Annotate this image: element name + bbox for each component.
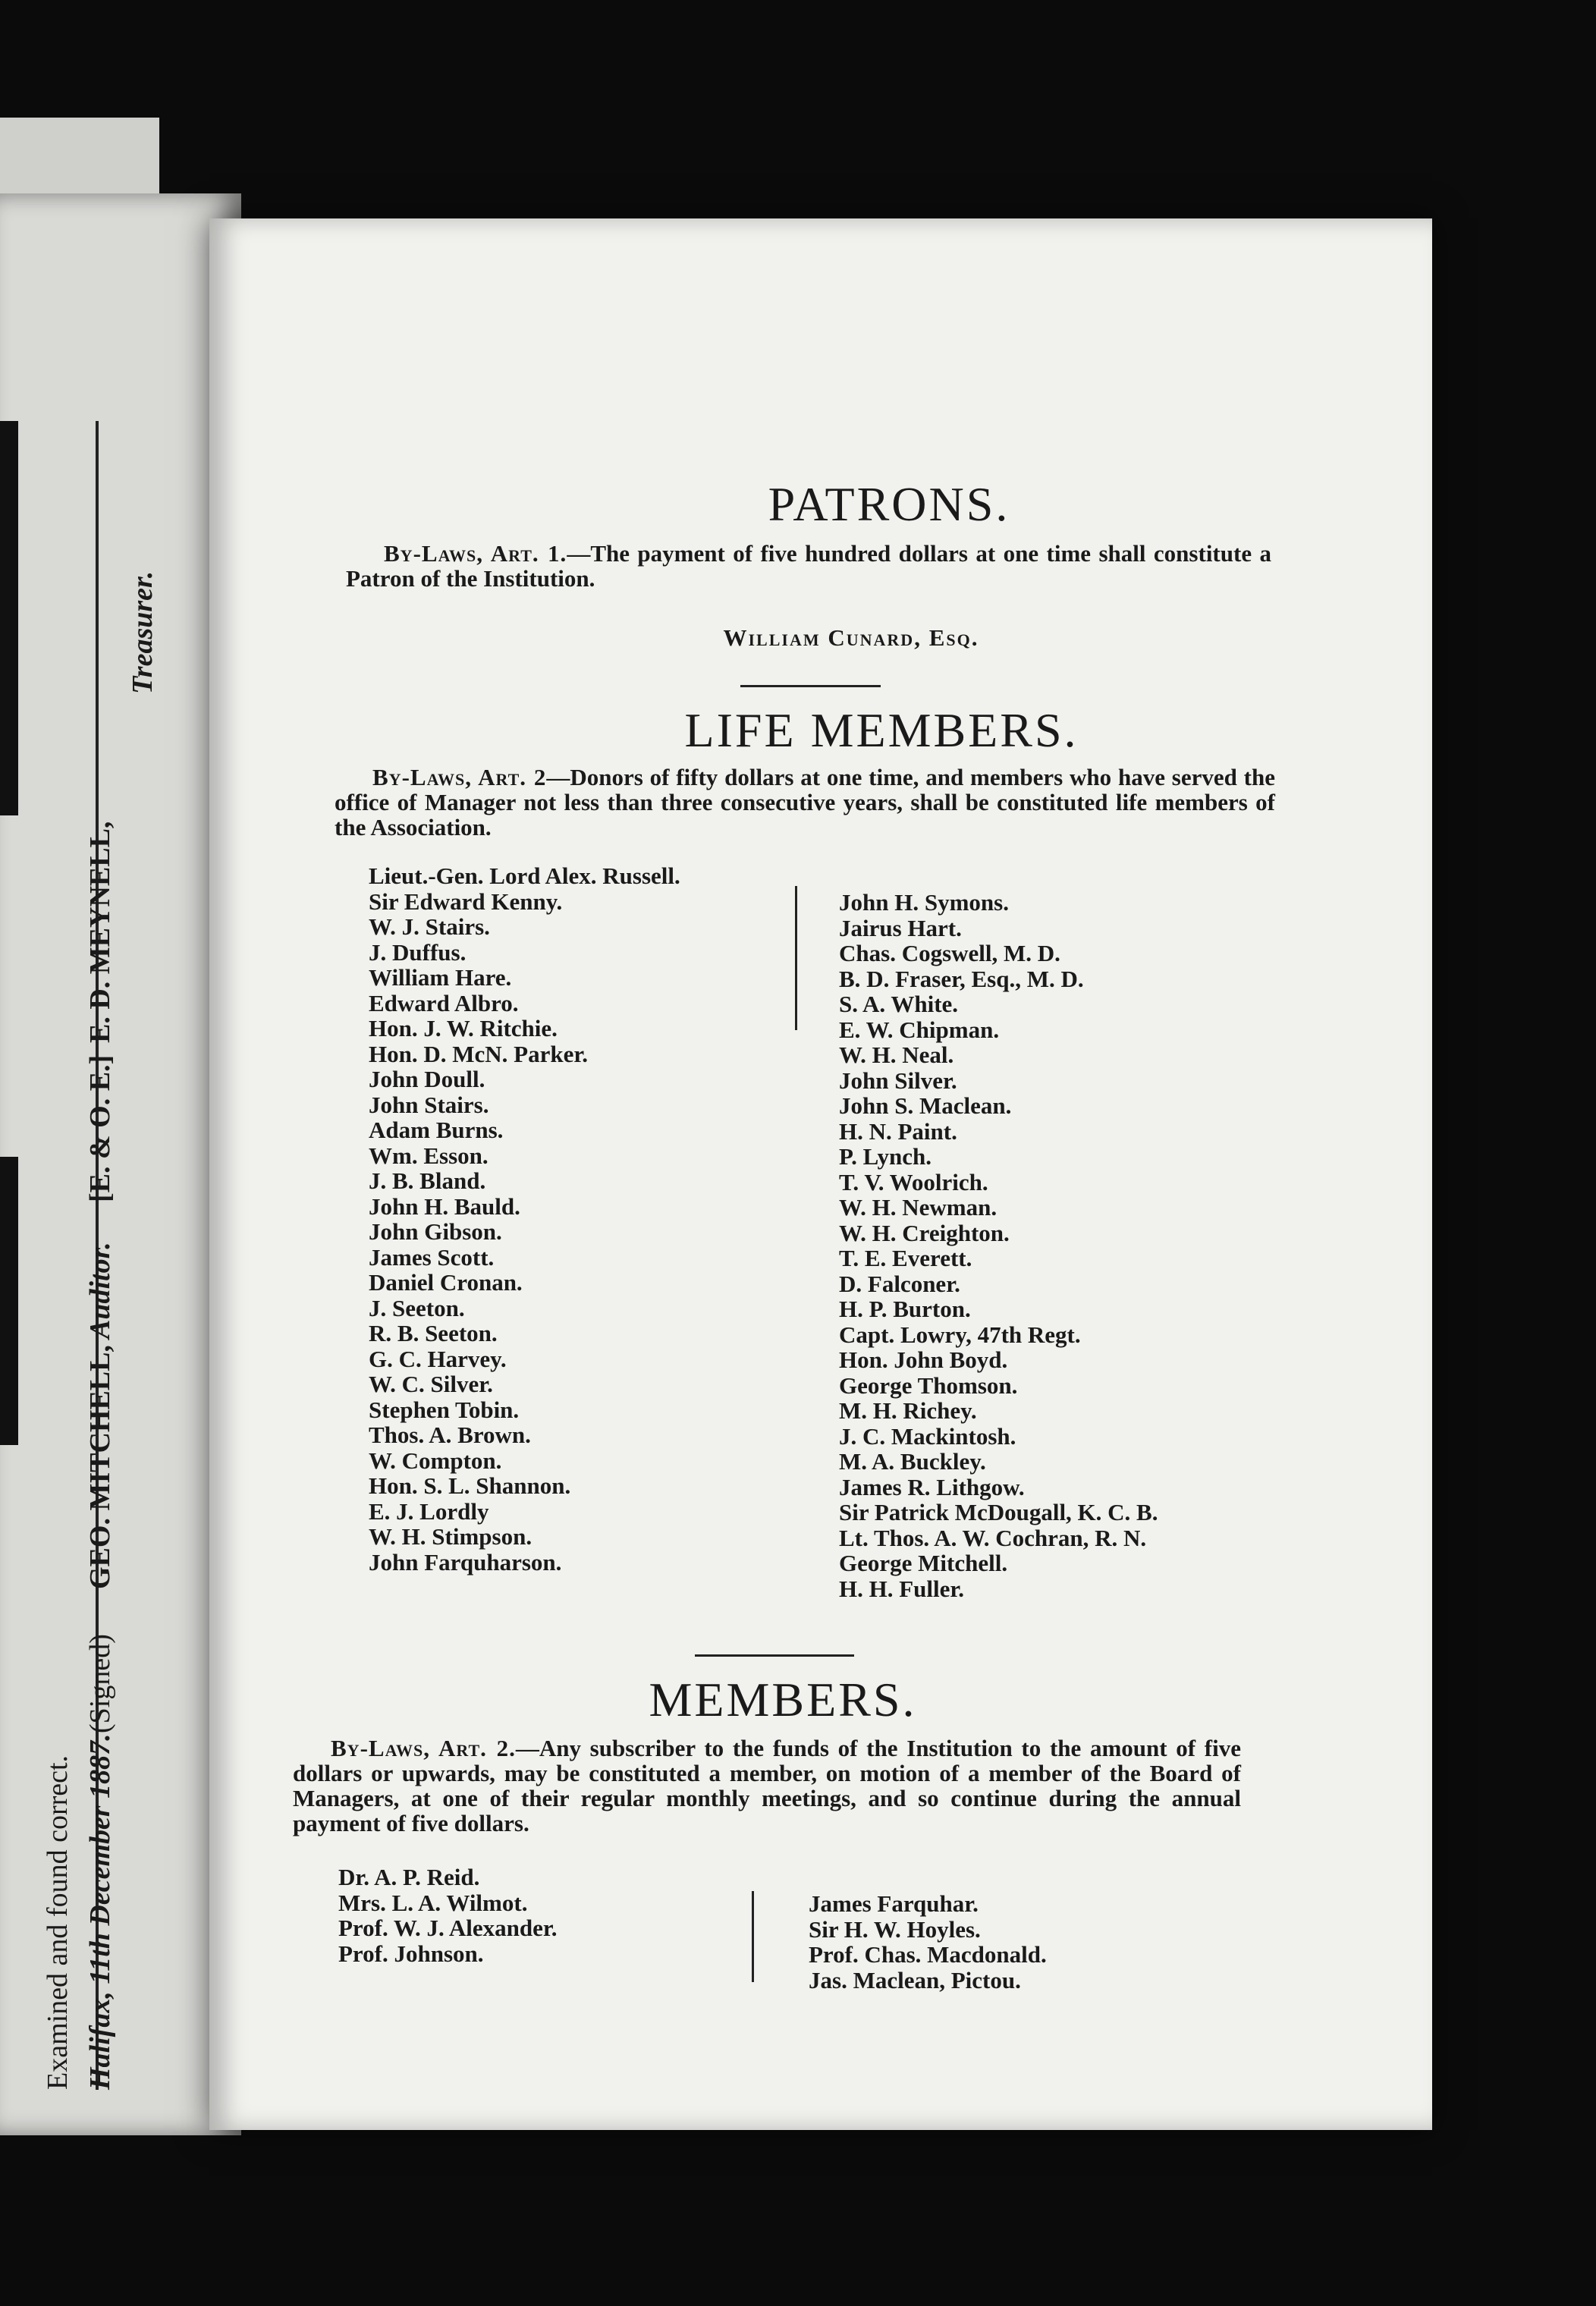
halifax-date: Halifax, 11th December 1887. xyxy=(84,1733,116,2090)
list-item: John Farquharson. xyxy=(369,1548,562,1576)
list-item: E. W. Chipman. xyxy=(839,1016,1000,1043)
list-item: W. H. Neal. xyxy=(839,1041,954,1068)
list-item: Prof. Johnson. xyxy=(338,1940,484,1967)
life-members-divider xyxy=(695,1654,854,1657)
members-right-list xyxy=(809,1891,1047,1993)
members-heading: MEMBERS. xyxy=(649,1673,917,1726)
signed-text: (Signed) xyxy=(84,1634,116,1733)
list-item: John S. Maclean. xyxy=(839,1092,1012,1119)
patrons-heading: PATRONS. xyxy=(768,477,1010,531)
life-members-bylaw-text: —Donors of fifty dollars at one time, and members who have served the office of Manager not less than three consecutive years, shall be constituted life members of the Association. xyxy=(335,764,1275,840)
list-item: B. D. Fraser, Esq., M. D. xyxy=(839,965,1084,992)
life-members-bylaw xyxy=(335,765,1275,840)
list-item: R. B. Seeton. xyxy=(369,1320,498,1346)
list-item: G. C. Harvey. xyxy=(369,1345,507,1372)
list-item: H. H. Fuller. xyxy=(839,1575,965,1602)
list-item: W. H. Stimpson. xyxy=(369,1523,533,1550)
list-item: W. C. Silver. xyxy=(369,1371,493,1397)
list-item: Edward Albro. xyxy=(369,989,519,1016)
list-item: J. C. Mackintosh. xyxy=(839,1422,1016,1450)
list-item: Capt. Lowry, 47th Regt. xyxy=(839,1321,1081,1348)
list-item: T. V. Woolrich. xyxy=(839,1168,988,1195)
list-item: Dr. A. P. Reid. xyxy=(338,1864,480,1890)
list-item: Sir Edward Kenny. xyxy=(369,888,563,915)
list-item: Jas. Maclean, Pictou. xyxy=(809,1966,1021,1993)
list-item: John H. Bauld. xyxy=(369,1192,520,1220)
life-members-heading: LIFE MEMBERS. xyxy=(684,703,1079,757)
list-item: James Farquhar. xyxy=(809,1890,979,1917)
life-members-column-divider xyxy=(795,886,797,1030)
patrons-bylaw xyxy=(346,541,1271,591)
list-item: John Gibson. xyxy=(369,1218,502,1245)
list-item: John Doull. xyxy=(369,1066,485,1092)
list-item: Sir Patrick McDougall, K. C. B. xyxy=(839,1499,1158,1525)
previous-page-tab xyxy=(0,118,159,201)
auditor-name: GEO. MITCHELL, xyxy=(84,1345,116,1589)
examined-text: Examined and found correct. xyxy=(42,1755,74,2090)
list-item: William Hare. xyxy=(369,964,512,991)
eoe-text: [E. & O. E.] xyxy=(84,1054,116,1202)
list-item: E. J. Lordly xyxy=(369,1497,489,1525)
members-bylaw xyxy=(293,1736,1241,1836)
list-item: James Scott. xyxy=(369,1243,495,1271)
life-members-bylaw-label: By-Laws, Art. 2 xyxy=(372,764,547,790)
auditor-title: Auditor. xyxy=(84,1242,116,1339)
list-item: P. Lynch. xyxy=(839,1143,932,1170)
list-item: H. N. Paint. xyxy=(839,1117,957,1145)
treasurer-title: Treasurer. xyxy=(127,570,159,694)
list-item: Prof. Chas. Macdonald. xyxy=(809,1941,1047,1968)
list-item: Lieut.-Gen. Lord Alex. Russell. xyxy=(369,862,680,889)
treasurer-name: E. D. MEYNELL, xyxy=(84,821,116,1043)
list-item: Chas. Cogswell, M. D. xyxy=(839,940,1060,966)
list-item: Thos. A. Brown. xyxy=(369,1422,531,1448)
members-column-divider xyxy=(752,1891,754,1982)
list-item: M. H. Richey. xyxy=(839,1397,977,1424)
list-item: J. Duffus. xyxy=(369,938,467,966)
list-item: M. A. Buckley. xyxy=(839,1448,986,1475)
patrons-divider xyxy=(740,685,881,687)
list-item: Mrs. L. A. Wilmot. xyxy=(338,1889,528,1916)
list-item: W. J. Stairs. xyxy=(369,913,490,940)
previous-page-edge xyxy=(0,193,241,2135)
list-item: Adam Burns. xyxy=(369,1117,504,1143)
left-border-rule xyxy=(0,421,18,815)
list-item: W. Compton. xyxy=(369,1447,502,1474)
list-item: W. H. Newman. xyxy=(839,1194,998,1221)
list-item: Wm. Esson. xyxy=(369,1142,489,1169)
list-item: Hon. D. McN. Parker. xyxy=(369,1040,589,1067)
list-item: George Thomson. xyxy=(839,1371,1018,1399)
list-item: James R. Lithgow. xyxy=(839,1473,1025,1500)
list-item: Stephen Tobin. xyxy=(369,1396,520,1423)
audit-signature-block xyxy=(36,459,218,2090)
list-item: John H. Symons. xyxy=(839,889,1009,916)
list-item: John Stairs. xyxy=(369,1091,489,1118)
list-item: J. Seeton. xyxy=(369,1294,465,1321)
list-item: Hon. S. L. Shannon. xyxy=(369,1472,571,1499)
list-item: Jairus Hart. xyxy=(839,914,962,941)
list-item: S. A. White. xyxy=(839,991,959,1017)
document-page xyxy=(209,218,1432,2130)
patrons-bylaw-text: —The payment of five hundred dollars at one time shall constitute a Patron of the Institution. xyxy=(346,540,1271,592)
members-bylaw-label: By-Laws, Art. 2. xyxy=(331,1735,516,1761)
list-item: Prof. W. J. Alexander. xyxy=(338,1915,558,1941)
list-item: Hon. J. W. Ritchie. xyxy=(369,1015,558,1041)
life-members-right-list xyxy=(839,890,1158,1601)
list-item: D. Falconer. xyxy=(839,1270,960,1297)
list-item: Daniel Cronan. xyxy=(369,1269,523,1296)
life-members-left-list xyxy=(369,863,680,1575)
patrons-bylaw-label: By-Laws, Art. 1. xyxy=(384,540,567,567)
list-item: H. P. Burton. xyxy=(839,1296,971,1322)
list-item: J. B. Bland. xyxy=(369,1167,486,1194)
list-item: W. H. Creighton. xyxy=(839,1219,1010,1246)
list-item: Hon. John Boyd. xyxy=(839,1346,1008,1373)
patron-name: William Cunard, Esq. xyxy=(723,624,979,651)
left-border-rule-lower xyxy=(0,1157,18,1445)
members-bylaw-text: —Any subscriber to the funds of the Institution to the amount of five dollars or upwards, may be constituted a member, on motion of a member of the Board of Managers, at one of their regular monthly meetings, and so continue during the annual payment of five dollars. xyxy=(293,1735,1241,1836)
list-item: T. E. Everett. xyxy=(839,1245,972,1271)
list-item: Sir H. W. Hoyles. xyxy=(809,1915,981,1943)
list-item: Lt. Thos. A. W. Cochran, R. N. xyxy=(839,1524,1147,1551)
members-left-list xyxy=(338,1865,558,1966)
list-item: John Silver. xyxy=(839,1067,957,1094)
list-item: George Mitchell. xyxy=(839,1550,1008,1576)
